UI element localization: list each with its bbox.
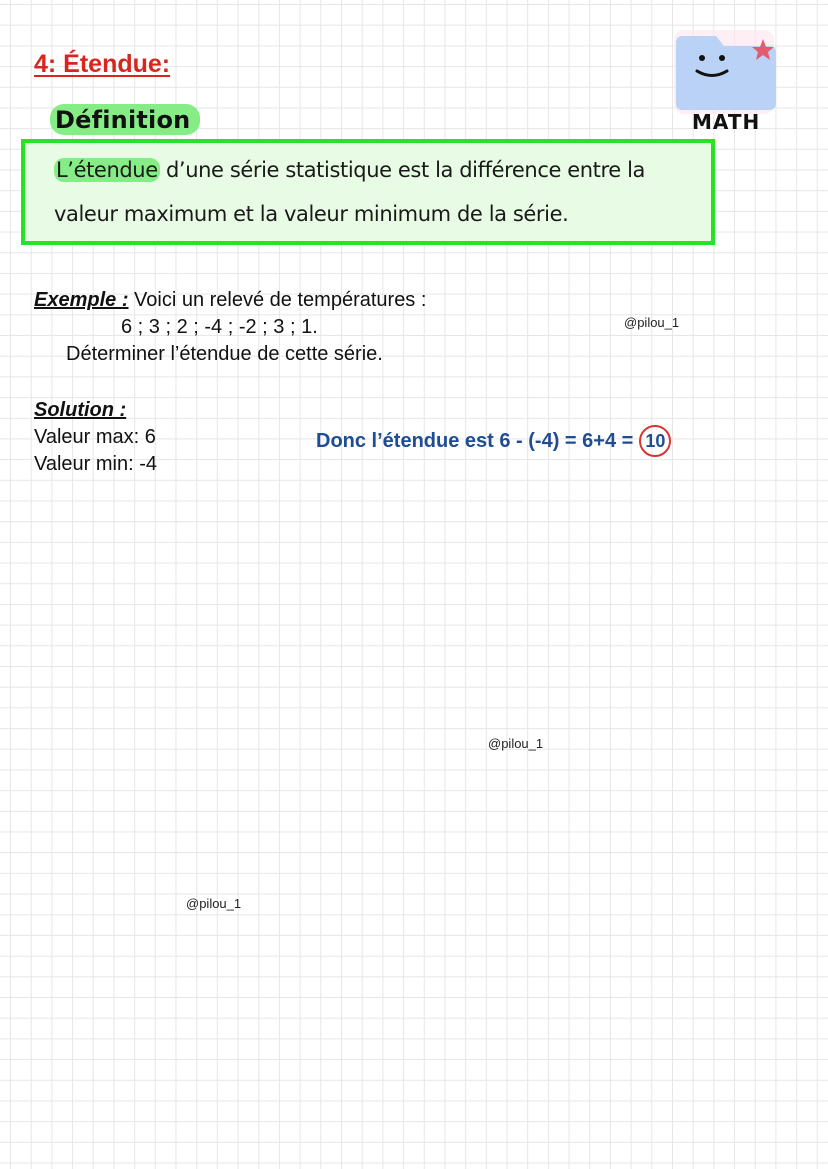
solution-min-value: Valeur min: -4 [34, 453, 158, 475]
definition-body: d’une série statistique est la différence entre la valeur maximum et la valeur minimum de la série. [54, 158, 645, 226]
example-question: Déterminer l’étendue de cette série. [66, 343, 383, 365]
solution-max-value: Valeur max: 6 [34, 426, 156, 448]
definition-text [54, 148, 694, 236]
watermark: @pilou_1 [186, 896, 242, 911]
example-values: 6 ; 3 ; 2 ; -4 ; -2 ; 3 ; 1. [121, 316, 318, 338]
logo-caption: MATH [692, 110, 761, 134]
example-intro: Voici un relevé de températures : [128, 289, 427, 311]
example-line [34, 287, 426, 313]
definition-term: L’étendue [56, 158, 158, 182]
definition-label: Définition [50, 104, 200, 135]
watermark: @pilou_1 [488, 736, 544, 751]
example-label: Exemple : [34, 289, 129, 311]
solution-conclusion [316, 425, 671, 457]
section-title: 4: Étendue: [34, 50, 171, 78]
watermark: @pilou_1 [624, 315, 680, 330]
answer-circle: 10 [639, 425, 671, 457]
solution-label-text: Solution : [34, 399, 127, 421]
conclusion-text: Donc l’étendue est 6 - (-4) = 6+4 = [316, 430, 634, 452]
solution-label [34, 397, 126, 423]
